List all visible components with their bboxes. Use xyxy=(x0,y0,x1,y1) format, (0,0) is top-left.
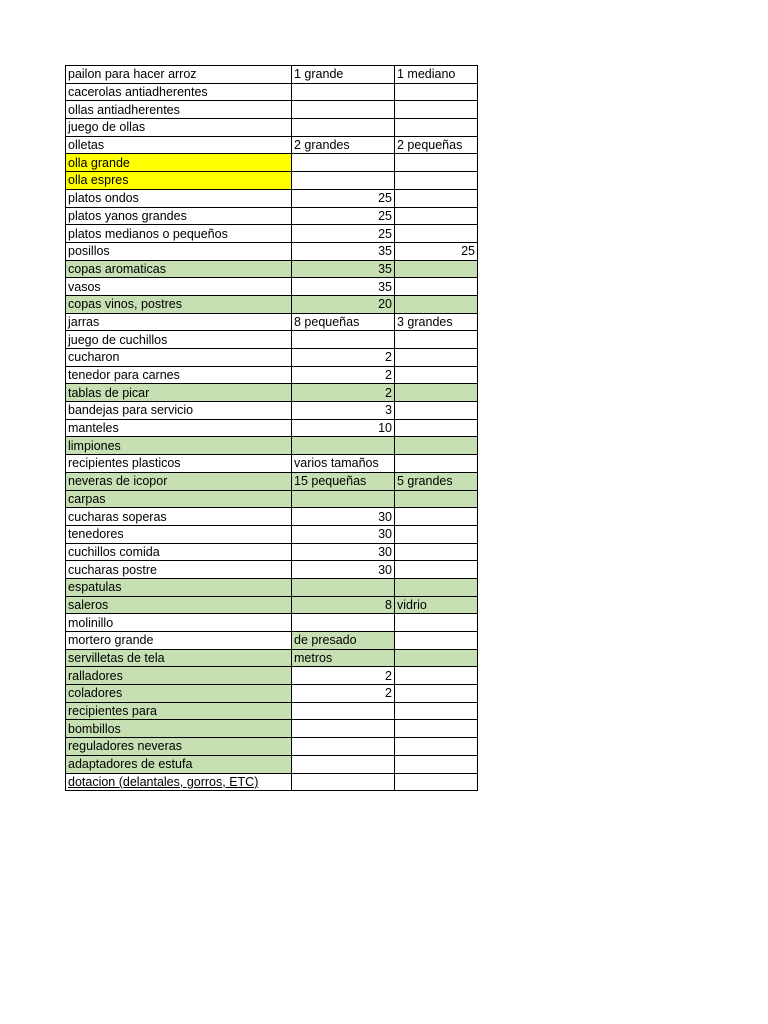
table-row xyxy=(66,225,478,243)
item-cell[interactable]: carpas xyxy=(66,490,292,508)
table-row xyxy=(66,508,478,526)
note-cell[interactable] xyxy=(395,685,478,703)
table-row xyxy=(66,561,478,579)
table-row xyxy=(66,419,478,437)
item-cell[interactable]: cucharas postre xyxy=(66,561,292,579)
table-row xyxy=(66,278,478,296)
note-cell[interactable] xyxy=(395,738,478,756)
note-cell[interactable] xyxy=(395,561,478,579)
table-row xyxy=(66,632,478,650)
quantity-cell[interactable] xyxy=(292,331,395,349)
note-cell[interactable] xyxy=(395,755,478,773)
item-cell[interactable]: ollas antiadherentes xyxy=(66,101,292,119)
table-row xyxy=(66,437,478,455)
table-row xyxy=(66,242,478,260)
item-cell[interactable]: vasos xyxy=(66,278,292,296)
quantity-cell[interactable]: 35 xyxy=(292,278,395,296)
table-row xyxy=(66,402,478,420)
item-cell[interactable]: manteles xyxy=(66,419,292,437)
quantity-cell[interactable]: 2 xyxy=(292,384,395,402)
item-cell[interactable]: platos yanos grandes xyxy=(66,207,292,225)
item-cell[interactable]: posillos xyxy=(66,242,292,260)
note-cell[interactable] xyxy=(395,295,478,313)
item-cell[interactable]: platos ondos xyxy=(66,189,292,207)
table-row xyxy=(66,685,478,703)
item-cell[interactable]: servilletas de tela xyxy=(66,649,292,667)
item-cell[interactable]: olla grande xyxy=(66,154,292,172)
item-cell[interactable]: jarras xyxy=(66,313,292,331)
table-row xyxy=(66,702,478,720)
note-cell[interactable]: 1 mediano xyxy=(395,66,478,84)
note-cell[interactable] xyxy=(395,83,478,101)
quantity-cell[interactable]: 20 xyxy=(292,295,395,313)
quantity-cell[interactable]: 10 xyxy=(292,419,395,437)
quantity-cell[interactable]: 35 xyxy=(292,260,395,278)
note-cell[interactable] xyxy=(395,649,478,667)
item-cell[interactable]: limpiones xyxy=(66,437,292,455)
quantity-cell[interactable]: 2 grandes xyxy=(292,136,395,154)
table-row xyxy=(66,384,478,402)
quantity-cell[interactable]: 2 xyxy=(292,349,395,367)
quantity-cell[interactable]: 30 xyxy=(292,543,395,561)
note-cell[interactable]: 25 xyxy=(395,242,478,260)
note-cell[interactable]: 2 pequeñas xyxy=(395,136,478,154)
table-row xyxy=(66,490,478,508)
note-cell[interactable] xyxy=(395,578,478,596)
table-row xyxy=(66,66,478,84)
quantity-cell[interactable]: 25 xyxy=(292,207,395,225)
quantity-cell[interactable] xyxy=(292,738,395,756)
quantity-cell[interactable] xyxy=(292,154,395,172)
quantity-cell[interactable] xyxy=(292,702,395,720)
quantity-cell[interactable] xyxy=(292,119,395,137)
note-cell[interactable] xyxy=(395,189,478,207)
table-row xyxy=(66,154,478,172)
item-cell[interactable]: tablas de picar xyxy=(66,384,292,402)
table-row xyxy=(66,189,478,207)
note-cell[interactable] xyxy=(395,702,478,720)
quantity-cell[interactable] xyxy=(292,101,395,119)
note-cell[interactable] xyxy=(395,632,478,650)
quantity-cell[interactable] xyxy=(292,172,395,190)
quantity-cell[interactable] xyxy=(292,490,395,508)
quantity-cell[interactable]: 3 xyxy=(292,402,395,420)
quantity-cell[interactable]: 1 grande xyxy=(292,66,395,84)
note-cell[interactable] xyxy=(395,207,478,225)
note-cell[interactable] xyxy=(395,720,478,738)
note-cell[interactable] xyxy=(395,101,478,119)
table-row xyxy=(66,136,478,154)
item-cell[interactable]: tenedores xyxy=(66,525,292,543)
quantity-cell[interactable] xyxy=(292,578,395,596)
quantity-cell[interactable] xyxy=(292,755,395,773)
item-cell[interactable]: coladores xyxy=(66,685,292,703)
table-row xyxy=(66,172,478,190)
table-row xyxy=(66,596,478,614)
item-cell[interactable]: juego de ollas xyxy=(66,119,292,137)
note-cell[interactable] xyxy=(395,614,478,632)
quantity-cell[interactable]: 2 xyxy=(292,667,395,685)
table-row xyxy=(66,313,478,331)
quantity-cell[interactable]: 15 pequeñas xyxy=(292,472,395,490)
quantity-cell[interactable] xyxy=(292,720,395,738)
note-cell[interactable] xyxy=(395,437,478,455)
item-cell[interactable]: ralladores xyxy=(66,667,292,685)
quantity-cell[interactable]: 25 xyxy=(292,189,395,207)
item-cell[interactable]: neveras de icopor xyxy=(66,472,292,490)
quantity-cell[interactable]: varios tamaños xyxy=(292,455,395,473)
item-cell[interactable]: reguladores neveras xyxy=(66,738,292,756)
item-cell[interactable]: mortero grande xyxy=(66,632,292,650)
item-cell[interactable]: saleros xyxy=(66,596,292,614)
quantity-cell[interactable]: 8 xyxy=(292,596,395,614)
note-cell[interactable] xyxy=(395,384,478,402)
item-cell[interactable]: copas vinos, postres xyxy=(66,295,292,313)
quantity-cell[interactable] xyxy=(292,614,395,632)
table-row xyxy=(66,543,478,561)
item-cell[interactable]: juego de cuchillos xyxy=(66,331,292,349)
note-cell[interactable] xyxy=(395,773,478,791)
item-cell[interactable]: copas aromaticas xyxy=(66,260,292,278)
quantity-cell[interactable]: de presado xyxy=(292,632,395,650)
note-cell[interactable] xyxy=(395,402,478,420)
quantity-cell[interactable]: 30 xyxy=(292,508,395,526)
item-cell[interactable]: bombillos xyxy=(66,720,292,738)
table-row xyxy=(66,525,478,543)
item-cell[interactable]: cuchillos comida xyxy=(66,543,292,561)
table-row xyxy=(66,295,478,313)
table-row xyxy=(66,260,478,278)
table-row xyxy=(66,207,478,225)
table-row xyxy=(66,366,478,384)
item-cell[interactable]: cacerolas antiadherentes xyxy=(66,83,292,101)
table-row xyxy=(66,667,478,685)
item-cell[interactable]: molinillo xyxy=(66,614,292,632)
item-cell[interactable]: tenedor para carnes xyxy=(66,366,292,384)
quantity-cell[interactable]: 30 xyxy=(292,525,395,543)
quantity-cell[interactable]: 2 xyxy=(292,366,395,384)
note-cell[interactable] xyxy=(395,260,478,278)
note-cell[interactable] xyxy=(395,119,478,137)
note-cell[interactable] xyxy=(395,278,478,296)
table-row xyxy=(66,614,478,632)
quantity-cell[interactable]: 35 xyxy=(292,242,395,260)
item-cell[interactable]: recipientes para xyxy=(66,702,292,720)
table-row xyxy=(66,755,478,773)
item-cell[interactable]: recipientes plasticos xyxy=(66,455,292,473)
quantity-cell[interactable]: 8 pequeñas xyxy=(292,313,395,331)
note-cell[interactable] xyxy=(395,172,478,190)
note-cell[interactable] xyxy=(395,508,478,526)
table-row xyxy=(66,472,478,490)
note-cell[interactable] xyxy=(395,349,478,367)
note-cell[interactable] xyxy=(395,490,478,508)
item-cell[interactable]: olla espres xyxy=(66,172,292,190)
note-cell[interactable]: 3 grandes xyxy=(395,313,478,331)
quantity-cell[interactable] xyxy=(292,83,395,101)
note-cell[interactable]: 5 grandes xyxy=(395,472,478,490)
inventory-table xyxy=(65,65,478,791)
item-cell[interactable]: platos medianos o pequeños xyxy=(66,225,292,243)
table-row xyxy=(66,738,478,756)
item-cell[interactable]: pailon para hacer arroz xyxy=(66,66,292,84)
note-cell[interactable] xyxy=(395,154,478,172)
note-cell[interactable] xyxy=(395,225,478,243)
note-cell[interactable] xyxy=(395,419,478,437)
table-row xyxy=(66,349,478,367)
table-row xyxy=(66,720,478,738)
item-cell[interactable]: dotacion (delantales, gorros, ETC) xyxy=(66,773,292,791)
table-row xyxy=(66,649,478,667)
note-cell[interactable] xyxy=(395,525,478,543)
item-cell[interactable]: cucharon xyxy=(66,349,292,367)
note-cell[interactable]: vidrio xyxy=(395,596,478,614)
note-cell[interactable] xyxy=(395,455,478,473)
quantity-cell[interactable]: metros xyxy=(292,649,395,667)
table-row xyxy=(66,119,478,137)
table-row xyxy=(66,455,478,473)
quantity-cell[interactable]: 2 xyxy=(292,685,395,703)
quantity-cell[interactable]: 30 xyxy=(292,561,395,579)
note-cell[interactable] xyxy=(395,331,478,349)
item-cell[interactable]: bandejas para servicio xyxy=(66,402,292,420)
table-row xyxy=(66,331,478,349)
quantity-cell[interactable] xyxy=(292,437,395,455)
table-row xyxy=(66,101,478,119)
note-cell[interactable] xyxy=(395,667,478,685)
note-cell[interactable] xyxy=(395,366,478,384)
item-cell[interactable]: cucharas soperas xyxy=(66,508,292,526)
item-cell[interactable]: adaptadores de estufa xyxy=(66,755,292,773)
table-row xyxy=(66,83,478,101)
table-row xyxy=(66,773,478,791)
quantity-cell[interactable]: 25 xyxy=(292,225,395,243)
note-cell[interactable] xyxy=(395,543,478,561)
item-cell[interactable]: olletas xyxy=(66,136,292,154)
quantity-cell[interactable] xyxy=(292,773,395,791)
table-row xyxy=(66,578,478,596)
item-cell[interactable]: espatulas xyxy=(66,578,292,596)
